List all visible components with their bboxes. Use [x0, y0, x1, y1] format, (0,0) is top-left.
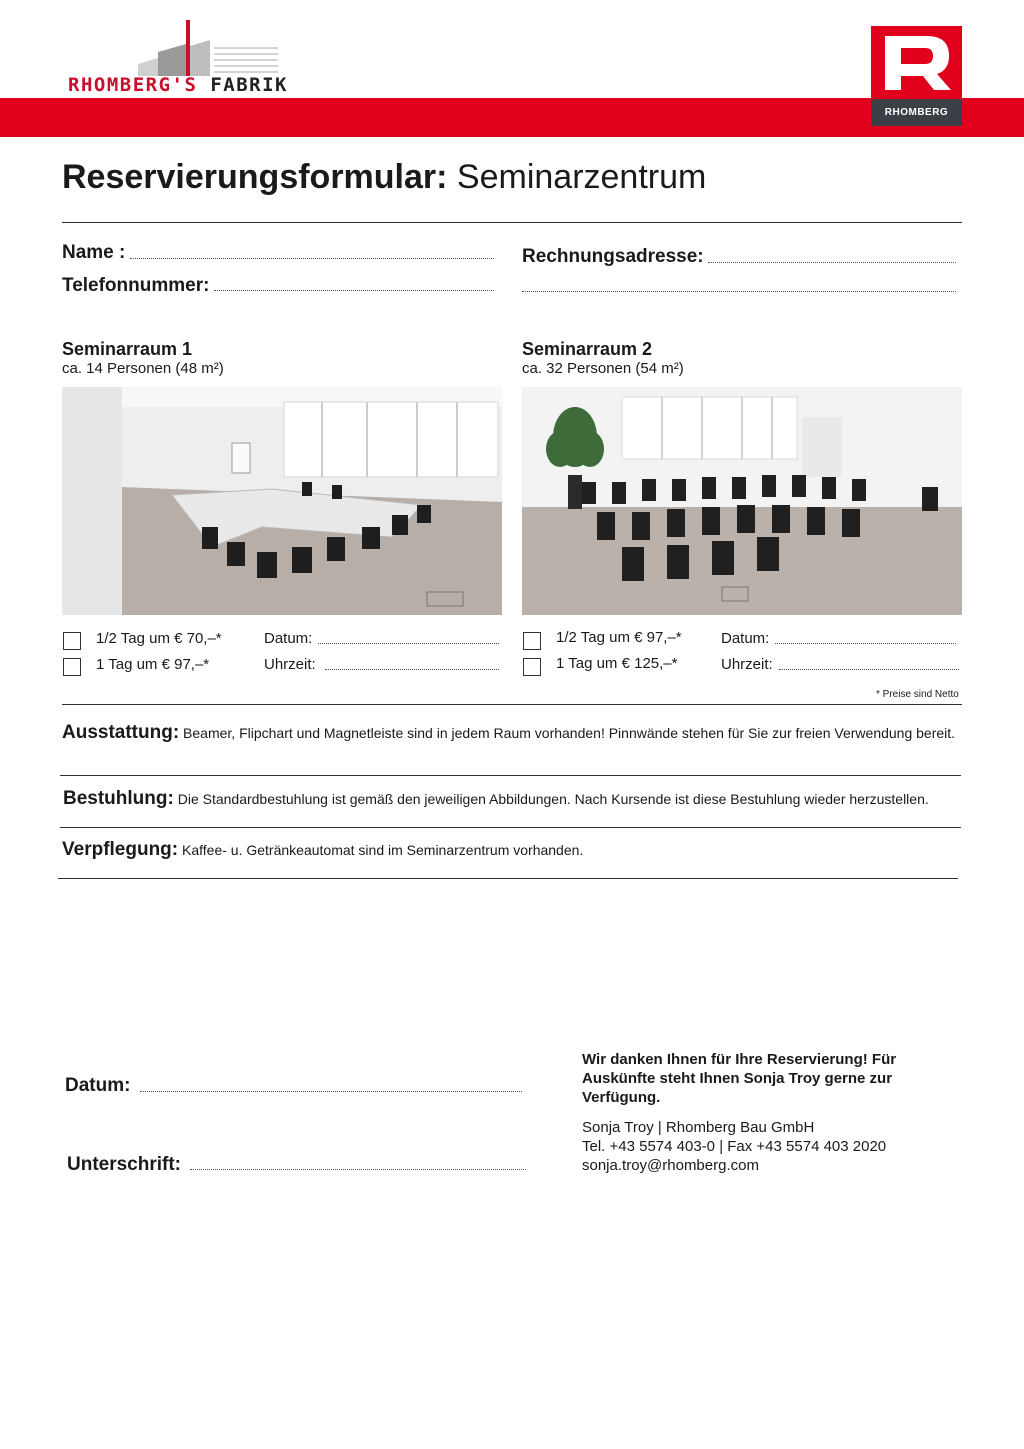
- room1-fullday-label: 1 Tag um € 97,–*: [96, 656, 210, 673]
- verpflegung-section: [62, 839, 583, 861]
- page-title: [62, 158, 706, 197]
- divider-ausstattung: [62, 704, 962, 705]
- name-field[interactable]: [130, 258, 494, 259]
- ausstattung-section: [62, 722, 955, 744]
- bestuhlung-text: Die Standardbestuhlung ist gemäß den jeweiligen Abbildungen. Nach Kursende ist diese Bestuhlung wieder herzustellen.: [177, 791, 929, 807]
- room1-time-label: Uhrzeit:: [264, 656, 316, 673]
- room2-time-label: Uhrzeit:: [721, 656, 773, 673]
- address-field-line2[interactable]: [522, 291, 956, 292]
- signature-label: Unterschrift:: [67, 1154, 182, 1175]
- room2-date-field[interactable]: [775, 643, 956, 644]
- signature-date-field[interactable]: [140, 1091, 522, 1092]
- rhomberg-r-icon: [871, 26, 962, 99]
- room2-fullday-label: 1 Tag um € 125,–*: [556, 655, 678, 672]
- brand-wordmark-red: RHOMBERG'S: [68, 74, 198, 96]
- name-label: Name :: [62, 242, 126, 263]
- room1-time-field[interactable]: [325, 669, 499, 670]
- contact-email[interactable]: sonja.troy@rhomberg.com: [582, 1157, 759, 1174]
- room2-fullday-checkbox[interactable]: [523, 658, 541, 676]
- room1-title: Seminarraum 1: [62, 339, 193, 359]
- rhomberg-logo-strip: RHOMBERG: [871, 99, 962, 126]
- factory-building-icon: [138, 20, 278, 76]
- room2-photo: [522, 387, 962, 615]
- address-label: Rechnungsadresse:: [522, 246, 704, 267]
- title-divider: [62, 222, 962, 223]
- room1-halfday-label: 1/2 Tag um € 70,–*: [96, 630, 222, 647]
- room1-date-field[interactable]: [318, 643, 499, 644]
- thanks-text: Wir danken Ihnen für Ihre Reservierung! Für Auskünfte steht Ihnen Sonja Troy gerne zur Verfügung.: [582, 1051, 897, 1106]
- ausstattung-text: Beamer, Flipchart und Magnetleiste sind in jedem Raum vorhanden! Pinnwände stehen für Sie zur freien Verwendung bereit.: [183, 725, 956, 741]
- brand-wordmark-dark: FABRIK: [210, 74, 288, 96]
- page-title-bold: Reservierungsformular:: [62, 158, 448, 196]
- room2-subtitle: ca. 32 Personen (54 m²): [522, 360, 684, 377]
- address-field-line1[interactable]: [708, 262, 956, 263]
- contact-line-2: Tel. +43 5574 403-0 | Fax +43 5574 403 2020: [582, 1138, 887, 1155]
- signature-field[interactable]: [190, 1169, 526, 1170]
- room1-halfday-checkbox[interactable]: [63, 632, 81, 650]
- room2-date-label: Datum:: [721, 630, 770, 647]
- room1-photo: [62, 387, 502, 615]
- verpflegung-text: Kaffee- u. Getränkeautomat sind im Seminarzentrum vorhanden.: [182, 842, 584, 858]
- contact-line-1: Sonja Troy | Rhomberg Bau GmbH: [582, 1119, 815, 1136]
- divider-bestuhlung: [60, 775, 961, 776]
- rhomberg-logo: [871, 26, 962, 126]
- room2-halfday-checkbox[interactable]: [523, 632, 541, 650]
- ausstattung-label: Ausstattung:: [62, 722, 180, 743]
- divider-verpflegung: [60, 827, 961, 828]
- rhombergs-fabrik-logo: [68, 20, 288, 98]
- verpflegung-label: Verpflegung:: [62, 839, 179, 860]
- phone-label: Telefonnummer:: [62, 275, 210, 296]
- room1-date-label: Datum:: [264, 630, 313, 647]
- bestuhlung-label: Bestuhlung:: [63, 788, 174, 809]
- room1-subtitle: ca. 14 Personen (48 m²): [62, 360, 224, 377]
- room2-title: Seminarraum 2: [522, 339, 653, 359]
- room1-fullday-checkbox[interactable]: [63, 658, 81, 676]
- phone-field[interactable]: [214, 290, 494, 291]
- divider-bottom: [58, 878, 958, 879]
- signature-date-label: Datum:: [65, 1075, 131, 1096]
- brand-wordmark: [68, 74, 288, 96]
- page-title-normal: Seminarzentrum: [456, 158, 707, 196]
- bestuhlung-section: [63, 788, 929, 810]
- price-note: * Preise sind Netto: [876, 689, 959, 700]
- room2-halfday-label: 1/2 Tag um € 97,–*: [556, 629, 682, 646]
- room2-time-field[interactable]: [779, 669, 959, 670]
